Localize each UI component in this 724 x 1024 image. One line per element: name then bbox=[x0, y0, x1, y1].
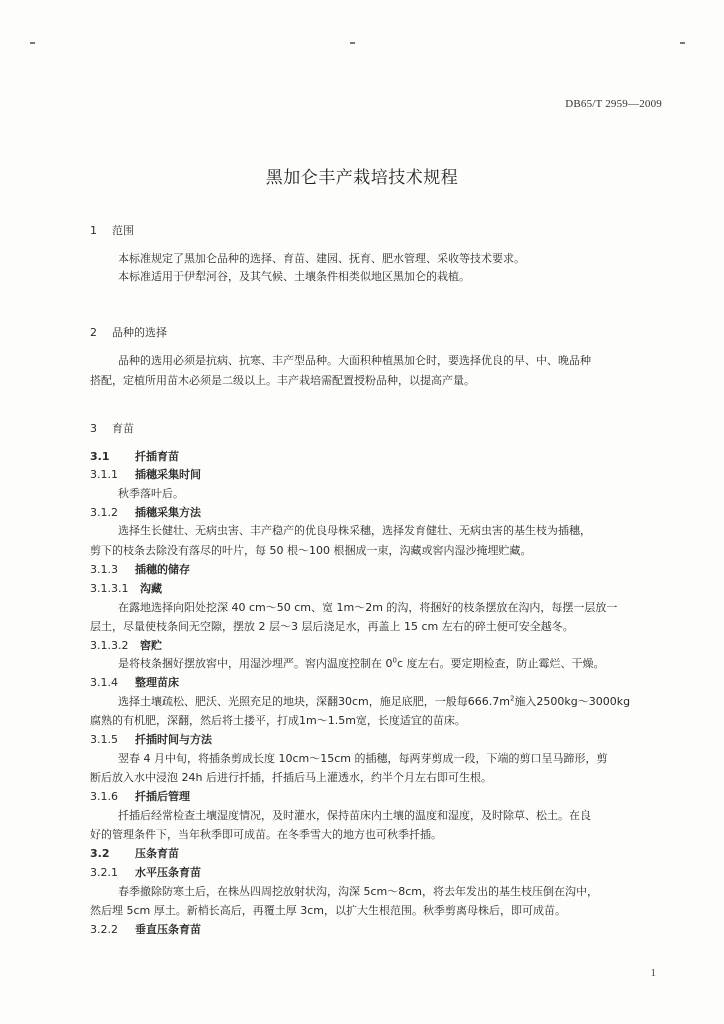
scan-speck bbox=[30, 42, 35, 44]
paragraph: 扦插后经常检查土壤湿度情况，及时灌水，保持苗床内土壤的温度和湿度，及时除草、松土。在良 bbox=[118, 809, 591, 822]
scan-speck bbox=[350, 42, 355, 44]
paragraph: 秋季落叶后。 bbox=[118, 487, 184, 500]
standard-code: DB65/T 2959—2009 bbox=[565, 98, 662, 110]
paragraph-continuation: 搭配，定植所用苗木必须是二级以上。丰产栽培需配置授粉品种，以提高产量。 bbox=[90, 374, 475, 387]
paragraph: 选择土壤疏松、肥沃、光照充足的地块，深翻30cm，施足底肥，一般每$666.7m^2$施入2500kg～3000kg bbox=[118, 694, 631, 708]
paragraph-continuation: 层土，尽量使枝条间无空隙，摆放 2 层～3 层后浇足水，再盖上 15 cm 左右的碎土便可安全越冬。 bbox=[90, 620, 574, 633]
paragraph: 选择生长健壮、无病虫害、丰产稳产的优良母株采穗，选择发育健壮、无病虫害的基生枝为插穗， bbox=[118, 524, 591, 537]
paragraph-continuation: 好的管理条件下，当年秋季即可成苗。在冬季雪大的地方也可秋季扦插。 bbox=[90, 828, 442, 841]
subsection-heading: 3.1 扦插育苗 bbox=[90, 450, 179, 463]
paragraph: 春季撤除防寒土后，在株丛四周挖放射状沟，沟深 5cm～8cm，将去年发出的基生枝压倒在沟中， bbox=[118, 885, 599, 898]
paragraph-continuation: 腐熟的有机肥，深翻，然后将土搂平，打成1m～1.5m宽，长度适宜的苗床。 bbox=[90, 714, 466, 727]
subsection-heading: 3.2.2 垂直压条育苗 bbox=[90, 923, 201, 936]
subsection-heading: 3.2.1 水平压条育苗 bbox=[90, 866, 201, 879]
page-title: 黑加仑丰产栽培技术规程 bbox=[265, 168, 459, 188]
subsection-heading: 3.1.1 插穗采集时间 bbox=[90, 468, 201, 481]
paragraph-continuation: 剪下的枝条去除没有落尽的叶片，每 50 根～100 根捆成一束，沟藏或窖内湿沙掩埋贮藏。 bbox=[90, 544, 532, 557]
paragraph: 品种的选用必须是抗病、抗寒、丰产型品种。大面积种植黑加仑时，要选择优良的早、中、晚品种 bbox=[118, 354, 591, 367]
section-heading: 1 范围 bbox=[90, 224, 134, 237]
paragraph: 翌春 4 月中旬，将插条剪成长度 10cm～15cm 的插穗，每两芽剪成一段，下端的剪口呈马蹄形，剪 bbox=[118, 752, 608, 765]
subsection-heading: 3.1.6 扦插后管理 bbox=[90, 790, 190, 803]
paragraph-continuation: 然后埋 5cm 厚土。新梢长高后，再覆土厚 3cm，以扩大生根范围。秋季剪离母株后，即可成苗。 bbox=[90, 904, 567, 917]
paragraph-continuation: 断后放入水中浸泡 24h 后进行扦插，扦插后马上灌透水，约半个月左右即可生根。 bbox=[90, 771, 492, 784]
page-number: 1 bbox=[650, 967, 656, 979]
subsection-heading: 3.1.5 扦插时间与方法 bbox=[90, 733, 212, 746]
subsection-heading: 3.2 压条育苗 bbox=[90, 847, 179, 860]
section-heading: 3 育苗 bbox=[90, 422, 134, 435]
paragraph: 在露地选择向阳处挖深 40 cm～50 cm、宽 1m～2m 的沟，将捆好的枝条摆放在沟内，每摆一层放一 bbox=[118, 601, 618, 614]
scan-speck bbox=[680, 42, 685, 44]
paragraph: 本标准适用于伊犁河谷，及其气候、土壤条件相类似地区黑加仑的栽植。 bbox=[118, 270, 470, 283]
subsection-heading: 3.1.3.1 沟藏 bbox=[90, 582, 162, 595]
subsection-heading: 3.1.3 插穗的储存 bbox=[90, 563, 190, 576]
paragraph: 本标准规定了黑加仑品种的选择、育苗、建园、抚育、肥水管理、采收等技术要求。 bbox=[118, 252, 525, 265]
subsection-heading: 3.1.4 整理苗床 bbox=[90, 676, 179, 689]
subsection-heading: 3.1.2 插穗采集方法 bbox=[90, 506, 201, 519]
subsection-heading: 3.1.3.2 窖贮 bbox=[90, 639, 162, 652]
paragraph: 是将枝条捆好摆放窖中，用湿沙埋严。窖内温度控制在 $0^0c$ 度左右。要定期检查，防止霉烂、干燥。 bbox=[118, 656, 605, 670]
section-heading: 2 品种的选择 bbox=[90, 326, 167, 339]
